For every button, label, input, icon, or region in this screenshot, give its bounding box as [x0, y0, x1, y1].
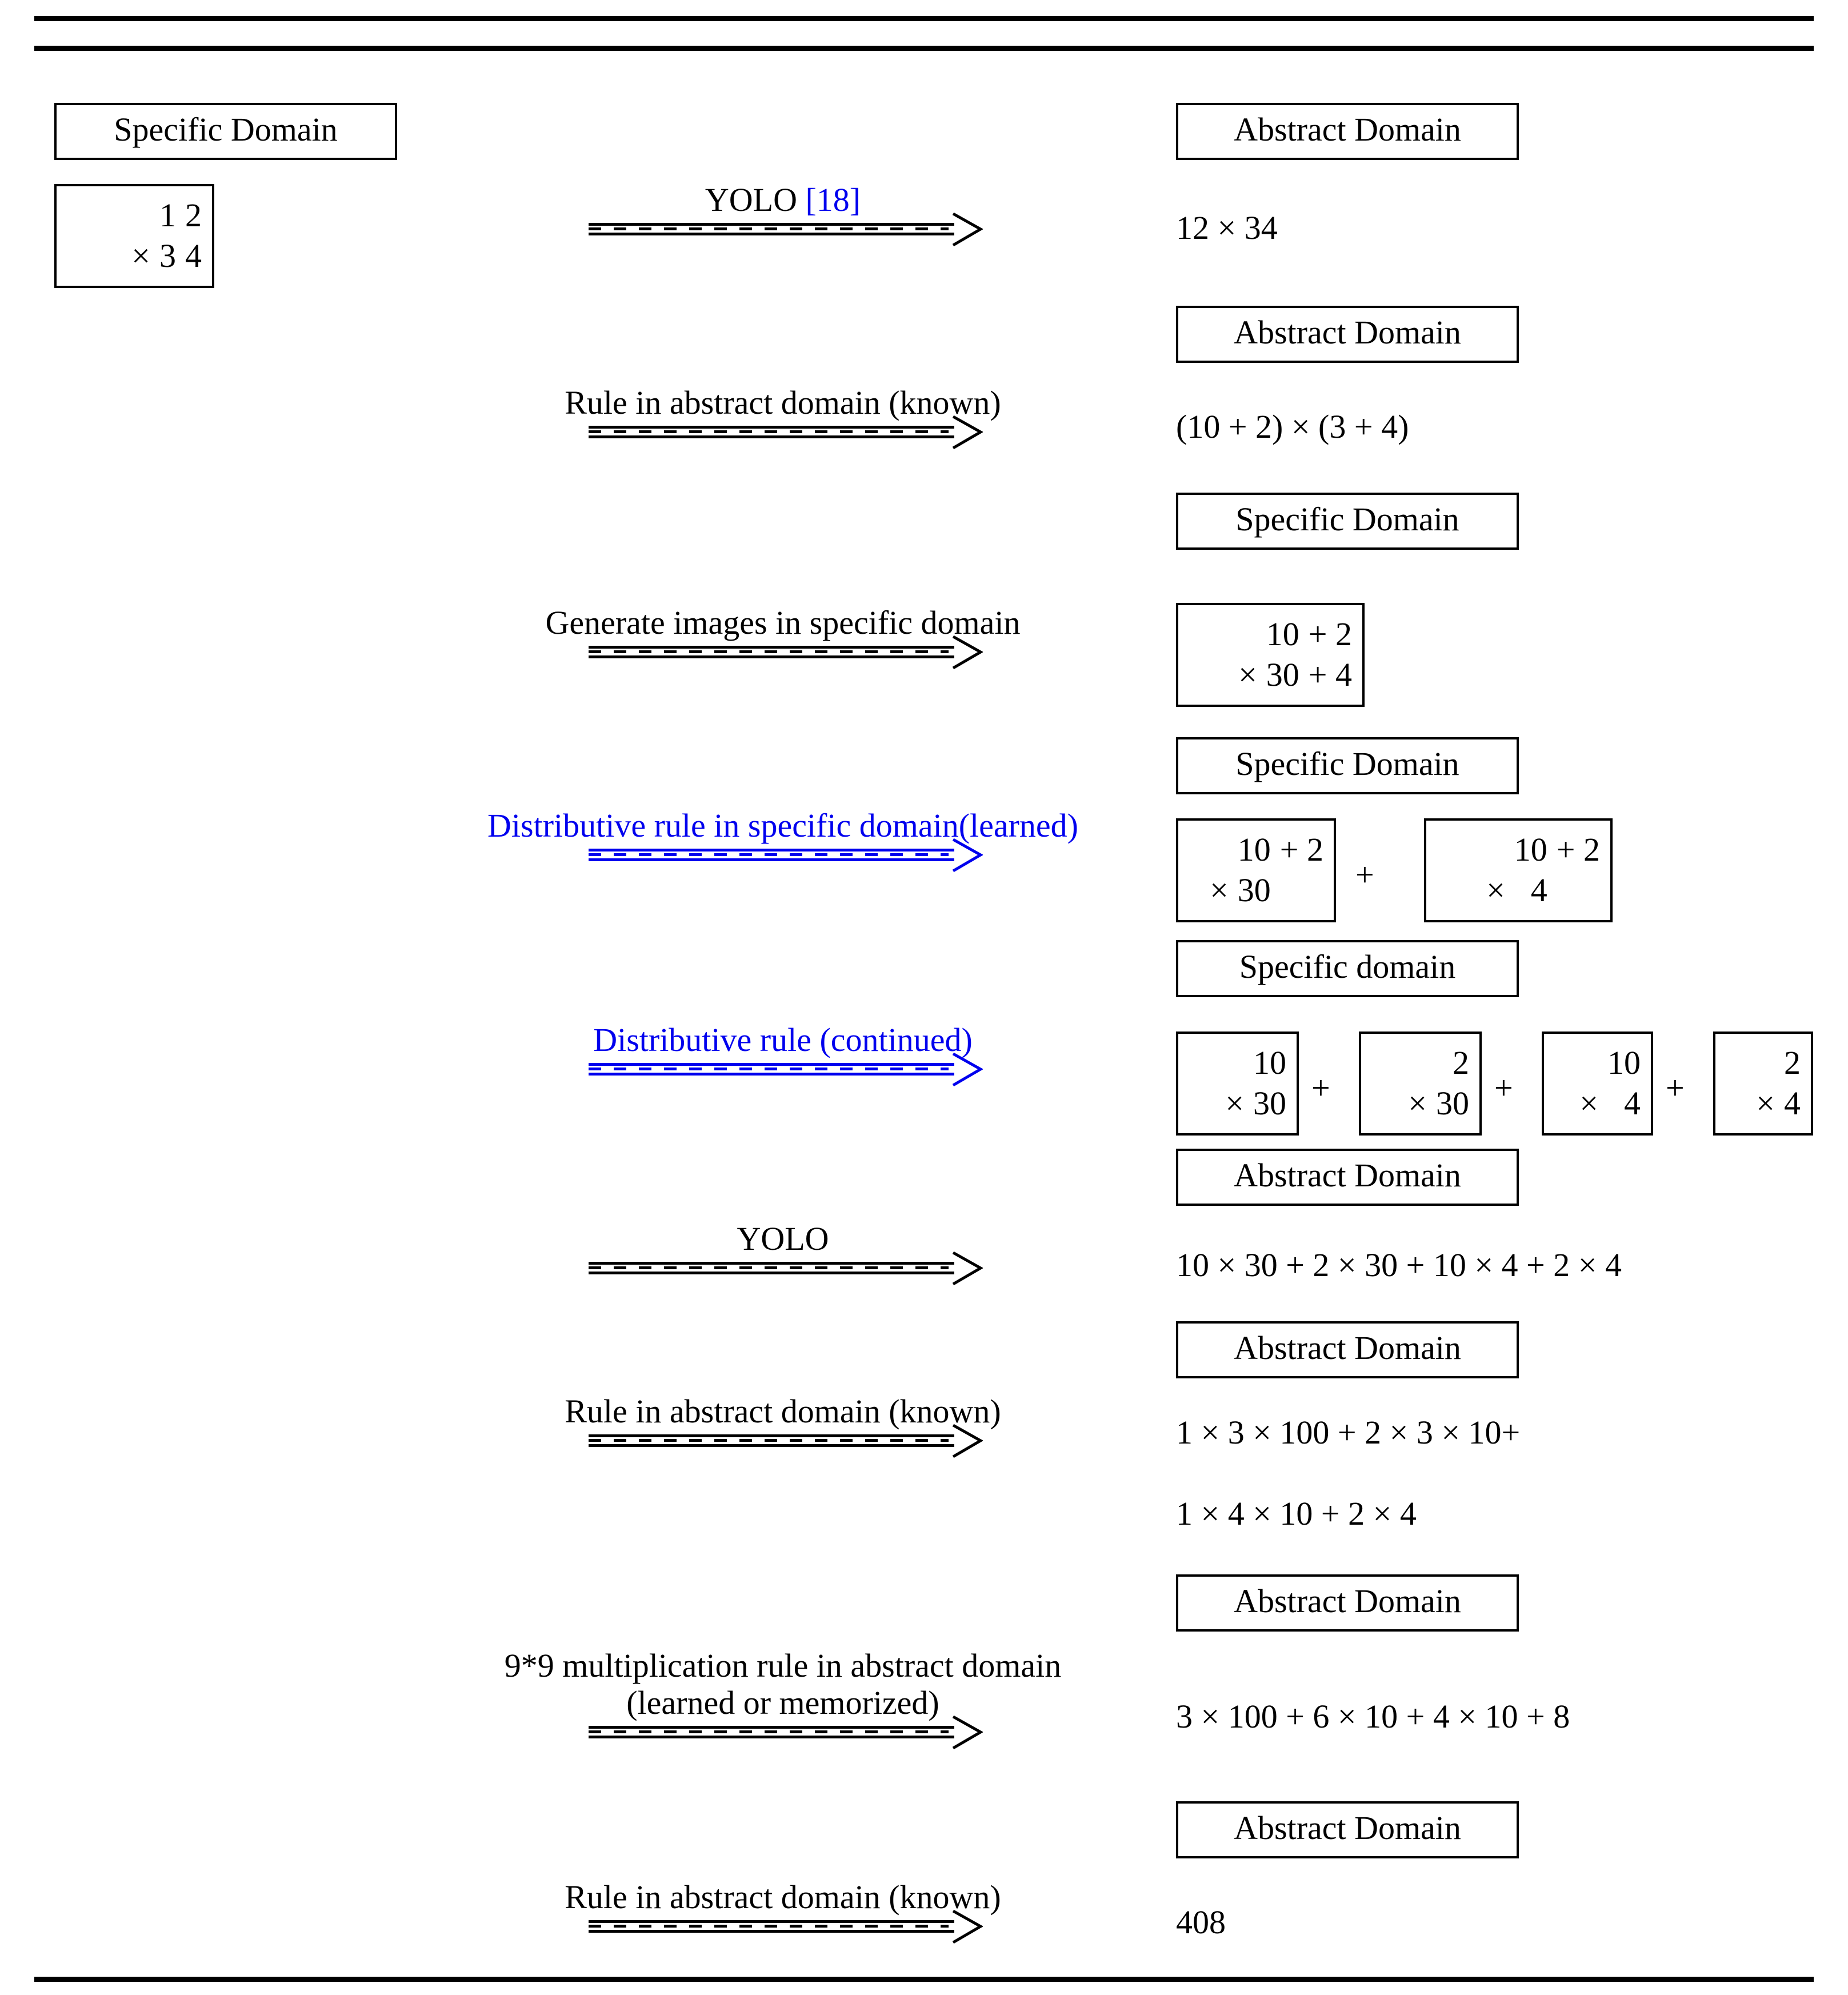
arrow-rule-abstract-1	[565, 384, 1001, 442]
domain-box-specific-3	[1176, 940, 1519, 997]
arrow-head-icon	[952, 1910, 983, 1944]
domain-label-abstract-2: Abstract Domain	[1234, 314, 1461, 351]
domain-box-abstract-6	[1176, 1801, 1519, 1858]
box5-3-row2-op: ×	[1579, 1084, 1598, 1122]
arrow-head-icon	[952, 1053, 983, 1087]
source-image-grid	[67, 195, 202, 277]
source-row2-op: ×	[131, 237, 150, 274]
box4-2-row1-c1: 10	[1514, 831, 1547, 868]
result-expression-8: 3 × 100 + 6 × 10 + 4 × 10 + 8	[1176, 1698, 1570, 1735]
domain-label-abstract-3: Abstract Domain	[1234, 1157, 1461, 1194]
box5-4-row2-op: ×	[1756, 1084, 1775, 1122]
domain-label-abstract-5: Abstract Domain	[1234, 1582, 1461, 1620]
box4-1-row2-c2	[1280, 870, 1323, 911]
arrow-head-icon	[952, 1252, 983, 1286]
result-image-box-5-3	[1542, 1032, 1653, 1136]
arrow-rule-abstract-3	[565, 1878, 1001, 1937]
result-image-box-5-2	[1359, 1032, 1482, 1136]
result-image-grid	[1437, 830, 1600, 911]
arrow-label-generate-images: Generate images in specific domain	[545, 604, 1021, 642]
box3-1-row2-c1: 30	[1266, 655, 1299, 693]
arrow-head-icon	[952, 415, 983, 450]
box5-2-row1-c1: 2	[1453, 1044, 1469, 1081]
result-image-grid	[1726, 1043, 1801, 1124]
domain-label-abstract-4: Abstract Domain	[1234, 1329, 1461, 1366]
specific-domain-label-text: Specific Domain	[114, 111, 338, 148]
table-rule-top	[34, 16, 1814, 21]
result-image-box-4-2	[1424, 818, 1613, 922]
domain-label-specific-2: Specific Domain	[1235, 745, 1459, 782]
arrow-label-nine-by-nine-line2: (learned or memorized)	[626, 1684, 939, 1722]
arrow-label-nine-by-nine	[505, 1648, 1062, 1722]
box5-4-row2-c1: 4	[1784, 1084, 1801, 1122]
domain-box-abstract-5	[1176, 1574, 1519, 1632]
table-rule-header	[34, 46, 1814, 51]
result-image-box-5-4	[1713, 1032, 1813, 1136]
arrow-label-yolo-2: YOLO	[737, 1220, 829, 1258]
arrow-line-lower	[589, 1444, 954, 1447]
arrow-line-lower	[589, 655, 954, 658]
box4-1-row1-c2: + 2	[1279, 831, 1323, 868]
result-expression-7-line2: 1 × 4 × 10 + 2 × 4	[1176, 1495, 1417, 1532]
box5-4-row1-c1: 2	[1784, 1044, 1801, 1081]
arrow-body-yolo-1	[589, 220, 977, 239]
arrow-line-lower	[589, 1073, 954, 1076]
domain-box-abstract-1	[1176, 103, 1519, 160]
arrow-body-yolo-2	[589, 1259, 977, 1278]
arrow-dash-middle	[589, 227, 949, 230]
arrow-label-yolo-1-prefix: YOLO	[705, 181, 806, 219]
arrow-head-icon	[952, 635, 983, 670]
arrow-dash-middle	[589, 853, 949, 856]
arrow-dash-middle	[589, 1266, 949, 1269]
result-image-grid	[1189, 1043, 1286, 1124]
arrow-line-upper	[589, 1262, 954, 1265]
domain-label-abstract-6: Abstract Domain	[1234, 1809, 1461, 1846]
result-image-box-5-1	[1176, 1032, 1299, 1136]
arrow-generate-images	[545, 604, 1021, 662]
result-image-grid	[1189, 614, 1352, 695]
box4-1-row2-c1: 30	[1237, 871, 1271, 909]
source-row1-c1: 1	[159, 197, 176, 234]
table-rule-bottom	[34, 1977, 1814, 1982]
arrow-label-rule-abstract-2: Rule in abstract domain (known)	[565, 1393, 1001, 1430]
arrow-yolo-2	[589, 1220, 977, 1278]
result-image-box-4-1	[1176, 818, 1336, 922]
arrow-dash-middle	[589, 1439, 949, 1442]
result-image-box-3-1	[1176, 603, 1365, 707]
arrow-line-lower	[589, 1930, 954, 1933]
arrow-line-upper	[589, 1920, 954, 1923]
arrow-line-upper	[589, 426, 954, 429]
domain-box-specific-1	[1176, 493, 1519, 550]
arrow-line-lower	[589, 435, 954, 438]
box5-1-row2-op: ×	[1225, 1084, 1244, 1122]
box3-1-row1-op	[1238, 614, 1257, 655]
domain-label-specific-3: Specific domain	[1239, 948, 1456, 985]
box5-1-row2-c1: 30	[1253, 1084, 1286, 1122]
result-image-grid	[1371, 1043, 1469, 1124]
arrow-body-nine-by-nine	[589, 1723, 977, 1742]
arrow-line-lower	[589, 1272, 954, 1274]
arrow-yolo-1	[589, 181, 977, 239]
arrow-line-upper	[589, 849, 954, 851]
arrow-head-icon	[952, 838, 983, 873]
arrow-head-icon	[952, 1716, 983, 1750]
arrow-body-rule-abstract-1	[589, 423, 977, 442]
domain-box-abstract-4	[1176, 1321, 1519, 1378]
result-expression-9: 408	[1176, 1904, 1226, 1941]
arrow-label-rule-abstract-1: Rule in abstract domain (known)	[565, 384, 1001, 422]
arrow-line-lower	[589, 233, 954, 235]
box5-3-row1-c1: 10	[1607, 1044, 1641, 1081]
arrow-line-upper	[589, 1063, 954, 1066]
arrow-label-distributive-continued: Distributive rule (continued)	[593, 1021, 973, 1059]
arrow-body-generate-images	[589, 643, 977, 662]
arrow-line-lower	[589, 1736, 954, 1738]
box3-1-row2-c2: + 4	[1308, 655, 1352, 693]
box5-1-row1-c1: 10	[1253, 1044, 1286, 1081]
arrow-body-rule-abstract-3	[589, 1917, 977, 1937]
separator-plus-4-1: +	[1355, 856, 1374, 893]
arrow-head-icon	[952, 1424, 983, 1458]
box5-2-row2-c1: 30	[1436, 1084, 1469, 1122]
arrow-line-upper	[589, 1726, 954, 1729]
arrow-dash-middle	[589, 1925, 949, 1928]
arrow-body-rule-abstract-2	[589, 1432, 977, 1451]
arrow-nine-by-nine	[504, 1647, 1062, 1742]
domain-label-abstract-1: Abstract Domain	[1234, 111, 1461, 148]
source-row2-c1: 3	[159, 237, 176, 274]
source-row2-c2: 4	[185, 237, 202, 274]
domain-box-abstract-3	[1176, 1149, 1519, 1206]
arrow-line-upper	[589, 223, 954, 226]
box4-2-row1-op	[1486, 830, 1505, 870]
arrow-rule-abstract-2	[565, 1393, 1001, 1451]
result-expression-1: 12 × 34	[1176, 209, 1278, 246]
specific-domain-label-box	[54, 103, 397, 160]
box4-2-row2-c1: 4	[1530, 871, 1547, 909]
box5-2-row1-op	[1408, 1043, 1427, 1084]
arrow-dash-middle	[589, 430, 949, 433]
arrow-dash-middle	[589, 1730, 949, 1733]
box5-4-row1-op	[1756, 1043, 1775, 1084]
box5-3-row2-c1: 4	[1624, 1084, 1641, 1122]
separator-plus-5-1: +	[1311, 1069, 1330, 1106]
arrow-line-upper	[589, 646, 954, 649]
box4-1-row1-c1: 10	[1237, 831, 1271, 868]
separator-plus-5-2: +	[1494, 1069, 1513, 1106]
arrow-label-nine-by-nine-line1: 9*9 multiplication rule in abstract domain	[504, 1647, 1062, 1685]
result-image-grid	[1189, 830, 1323, 911]
result-image-grid	[1554, 1043, 1641, 1124]
arrow-label-distributive-learned: Distributive rule in specific domain(learned)	[487, 807, 1078, 845]
source-row1-op	[131, 195, 150, 236]
arrow-body-distributive-continued	[589, 1060, 977, 1080]
box4-2-row1-c2: + 2	[1556, 831, 1600, 868]
source-image-box	[54, 184, 214, 288]
box3-1-row1-c1: 10	[1266, 615, 1299, 653]
box3-1-row2-op: ×	[1238, 655, 1257, 693]
arrow-label-rule-abstract-3: Rule in abstract domain (known)	[565, 1878, 1001, 1916]
arrow-distributive-learned	[487, 807, 1078, 865]
arrow-body-distributive-learned	[589, 846, 977, 865]
arrow-head-icon	[952, 213, 983, 247]
result-expression-2: (10 + 2) × (3 + 4)	[1176, 408, 1409, 445]
separator-plus-5-3: +	[1666, 1069, 1685, 1106]
arrow-dash-middle	[589, 1068, 949, 1070]
result-expression-7-line1: 1 × 3 × 100 + 2 × 3 × 10+	[1176, 1414, 1521, 1451]
source-row1-c2: 2	[185, 197, 202, 234]
box3-1-row1-c2: + 2	[1308, 615, 1352, 653]
result-expression-6: 10 × 30 + 2 × 30 + 10 × 4 + 2 × 4	[1176, 1246, 1622, 1284]
domain-label-specific-1: Specific Domain	[1235, 501, 1459, 538]
box5-3-row1-op	[1579, 1043, 1598, 1084]
arrow-distributive-continued	[589, 1021, 977, 1080]
domain-box-abstract-2	[1176, 306, 1519, 363]
box5-2-row2-op: ×	[1408, 1084, 1427, 1122]
box4-2-row2-c2	[1557, 870, 1600, 911]
arrow-dash-middle	[589, 650, 949, 653]
box4-1-row2-op: ×	[1210, 871, 1229, 909]
domain-box-specific-2	[1176, 737, 1519, 794]
arrow-label-yolo-1	[705, 182, 861, 219]
arrow-line-lower	[589, 858, 954, 861]
box4-1-row1-op	[1210, 830, 1229, 870]
arrow-line-upper	[589, 1434, 954, 1437]
box5-1-row1-op	[1225, 1043, 1244, 1084]
box4-2-row2-op: ×	[1486, 871, 1505, 909]
citation-link-18[interactable]: [18]	[805, 181, 861, 219]
